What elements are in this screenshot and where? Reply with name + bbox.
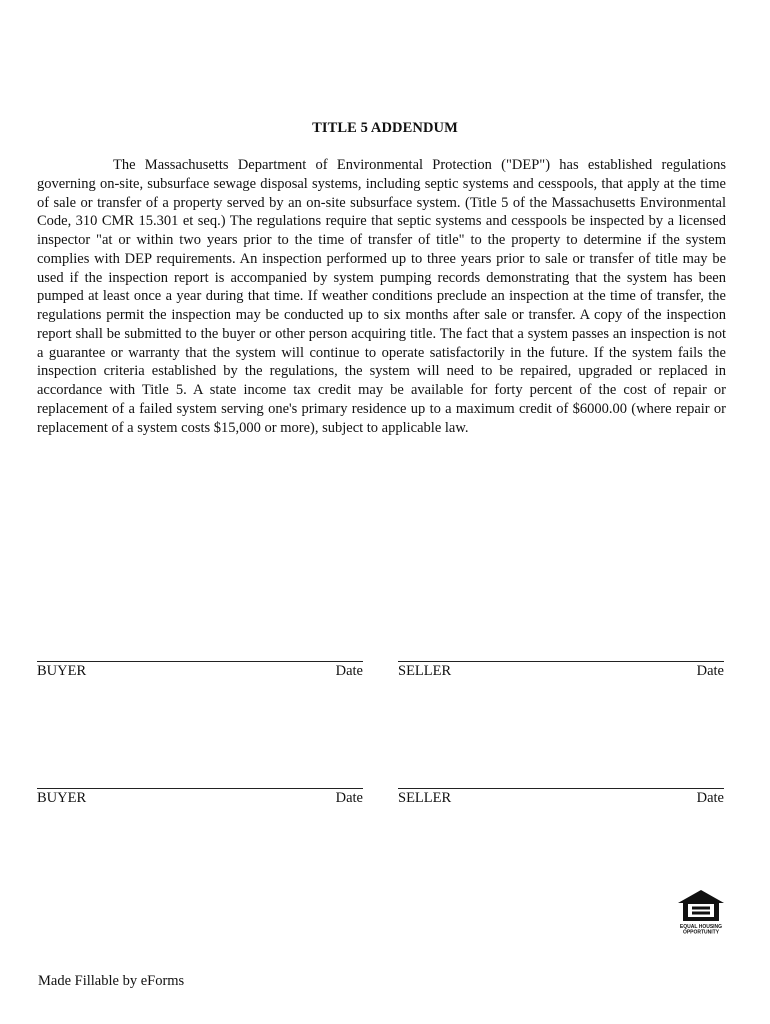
date-label: Date: [696, 663, 724, 679]
seller-signature-line-2[interactable]: [398, 788, 724, 809]
buyer-label: BUYER: [37, 790, 87, 806]
seller-signature-line-1[interactable]: [398, 661, 724, 682]
date-label: Date: [696, 790, 724, 806]
equal-housing-opportunity-icon: [676, 889, 726, 935]
seller-label: SELLER: [398, 663, 452, 679]
buyer-label: BUYER: [37, 663, 87, 679]
logo-text-line1: EQUAL HOUSING: [679, 924, 723, 930]
buyer-signature-line-1[interactable]: [37, 661, 363, 682]
date-label: Date: [335, 790, 363, 806]
buyer-signature-line-2[interactable]: [37, 788, 363, 809]
logo-text-line2: OPPORTUNITY: [682, 929, 720, 935]
date-label: Date: [335, 663, 363, 679]
seller-label: SELLER: [398, 790, 452, 806]
addendum-body: The Massachusetts Department of Environmental Protection ("DEP") has established regulations governing on-site, subsurface sewage disposal systems, including septic systems and cesspools, that apply at the time of sale or transfer of a property served by an on-site subsurface system. (Title 5 of the Massachusetts Environmental Code, 310 CMR 15.301 et seq.) The regulations require that septic systems and cesspools be inspected by a licensed inspector "at or within two years prior to the time of transfer of title" to the property to determine if the system complies with DEP requirements. An inspection performed up to three years prior to sale or transfer of title may be used if the inspection report is accompanied by system pumping records demonstrating that the system has been pumped at least once a year during that time. If weather conditions preclude an inspection at the time of transfer, the regulations permit the inspection may be conducted up to six months after sale or transfer. A copy of the inspection report shall be submitted to the buyer or other person acquiring title. The fact that a system passes an inspection is not a guarantee or warranty that the system will continue to operate satisfactorily in the future. If the system fails the inspection criteria established by the regulations, the system will need to be repaired, upgraded or replaced in accordance with Title 5. A state income tax credit may be available for forty percent of the cost of repair or replacement of a failed system serving one's primary residence up to a maximum credit of $6000.00 (where repair or replacement of a system costs $15,000 or more), subject to applicable law.: [37, 157, 726, 436]
footer-credit: Made Fillable by eForms: [38, 973, 185, 989]
document-title: TITLE 5 ADDENDUM: [312, 120, 458, 136]
